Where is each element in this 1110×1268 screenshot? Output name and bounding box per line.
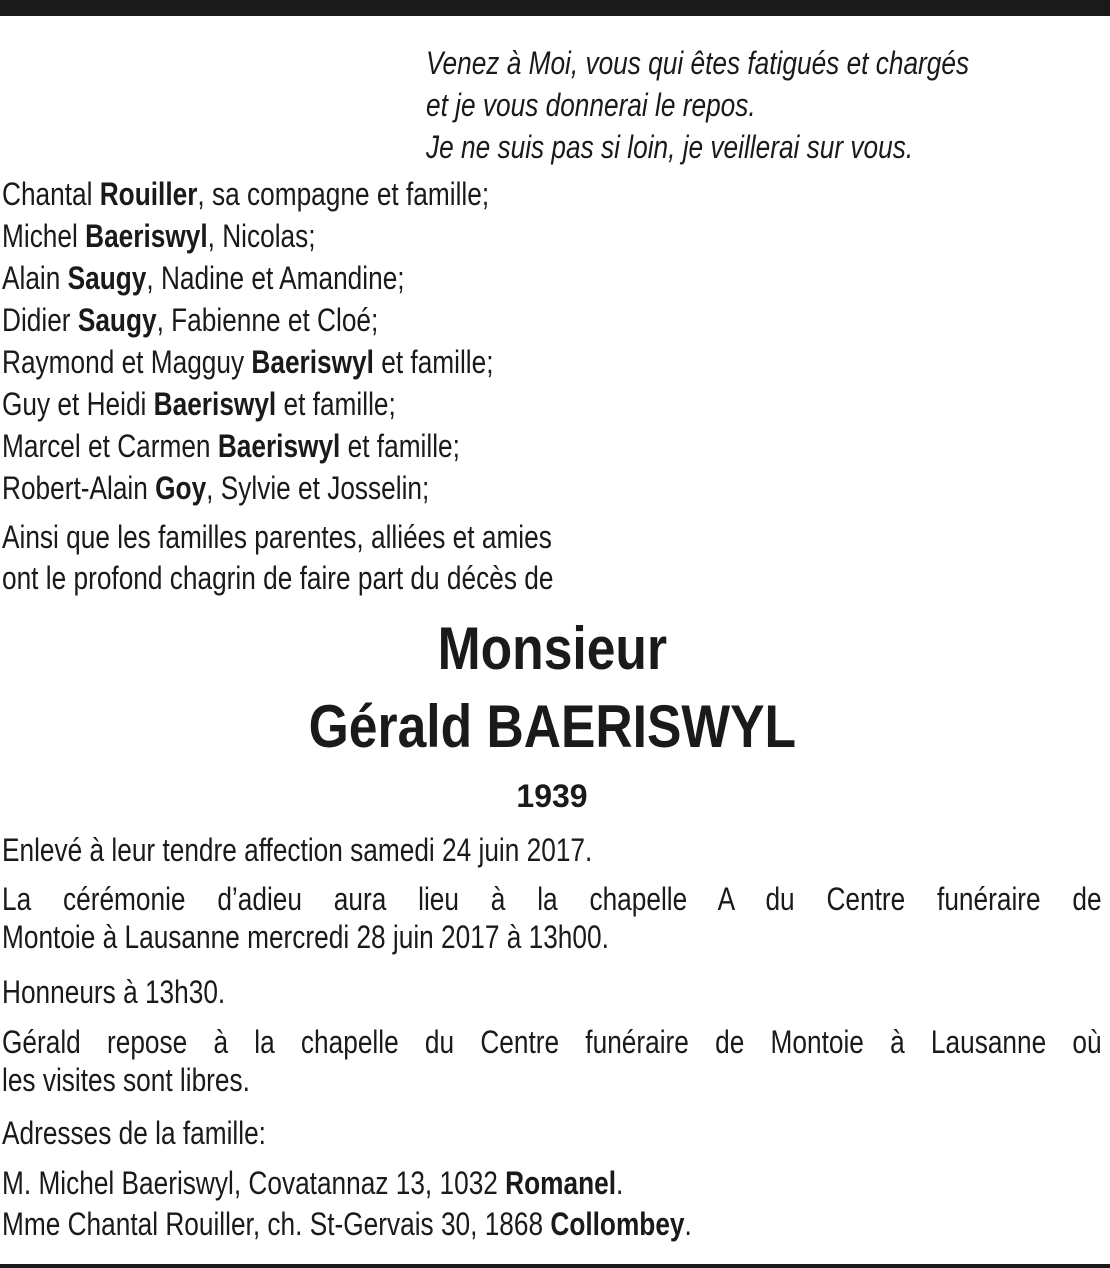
address-line (2, 1163, 1102, 1203)
announcement-line: ont le profond chagrin de faire part du décès de (2, 560, 554, 596)
family-line (2, 426, 1102, 466)
family-relation: , sa compagne et famille; (197, 176, 490, 212)
passing-text: Enlevé à leur tendre affection samedi 24 juin 2017. (2, 832, 593, 868)
announcement-line: Ainsi que les familles parentes, alliées et amies (2, 519, 552, 555)
family-relation: , Nadine et Amandine; (146, 260, 405, 296)
family-surname: Saugy (67, 260, 147, 296)
family-line (2, 384, 1102, 424)
rest-line: Gérald repose à la chapelle du Centre funéraire de Montoie à Lausanne où (2, 1024, 1102, 1060)
family-given-names: Chantal (2, 176, 100, 212)
address-city: Collombey (550, 1206, 685, 1242)
ceremony-line: Montoie à Lausanne mercredi 28 juin 2017 à 13h00. (2, 919, 609, 955)
family-surname: Baeriswyl (153, 386, 277, 422)
family-given-names: Marcel et Carmen (2, 428, 218, 464)
family-surname: Saugy (77, 302, 157, 338)
family-line (2, 468, 1102, 508)
family-given-names: Alain (2, 260, 68, 296)
top-border-rule (0, 0, 1110, 16)
birth-year: 1939 (516, 778, 588, 814)
family-line (2, 258, 1102, 298)
address-street: Mme Chantal Rouiller, ch. St-Gervais 30, 1868 (2, 1206, 551, 1242)
address-line (2, 1204, 1102, 1244)
family-relation: et famille; (340, 428, 460, 464)
family-relation: , Nicolas; (207, 218, 316, 254)
family-given-names: Robert-Alain (2, 470, 156, 506)
family-line (2, 342, 1102, 382)
family-line (2, 216, 1102, 256)
ceremony-paragraph (2, 879, 1102, 957)
addresses-heading: Adresses de la famille: (2, 1115, 266, 1151)
deceased-honorific: Monsieur (437, 615, 667, 682)
verse-quote (426, 42, 1110, 168)
family-relation: et famille; (373, 344, 494, 380)
family-surname: Baeriswyl (85, 218, 208, 254)
family-given-names: Michel (2, 218, 86, 254)
address-punctuation: . (684, 1206, 692, 1242)
family-relation: , Sylvie et Josselin; (206, 470, 430, 506)
family-line (2, 300, 1102, 340)
family-relation: et famille; (276, 386, 396, 422)
address-punctuation: . (615, 1165, 624, 1201)
bottom-border-rule (0, 1264, 1110, 1268)
ceremony-line: La cérémonie d’adieu aura lieu à la chapelle A du Centre funéraire de (2, 881, 1102, 917)
family-surname: Goy (155, 470, 207, 506)
address-street: M. Michel Baeriswyl, Covatannaz 13, 1032 (2, 1165, 506, 1201)
rest-line: les visites sont libres. (2, 1062, 250, 1098)
honours-text: Honneurs à 13h30. (2, 974, 226, 1010)
family-line (2, 174, 1102, 214)
verse-line: Je ne suis pas si loin, je veillerai sur vous. (426, 129, 914, 165)
verse-line: Venez à Moi, vous qui êtes fatigués et chargés (426, 45, 970, 81)
family-given-names: Guy et Heidi (2, 386, 154, 422)
family-given-names: Didier (2, 302, 78, 338)
family-surname: Rouiller (99, 176, 198, 212)
family-given-names: Raymond et Magguy (2, 344, 252, 380)
family-surname: Baeriswyl (217, 428, 341, 464)
family-surname: Baeriswyl (251, 344, 374, 380)
family-relation: , Fabienne et Cloé; (156, 302, 379, 338)
address-city: Romanel (505, 1165, 616, 1201)
verse-line: et je vous donnerai le repos. (426, 87, 756, 123)
deceased-name: Gérald BAERISWYL (308, 693, 796, 760)
rest-paragraph (2, 1022, 1102, 1100)
